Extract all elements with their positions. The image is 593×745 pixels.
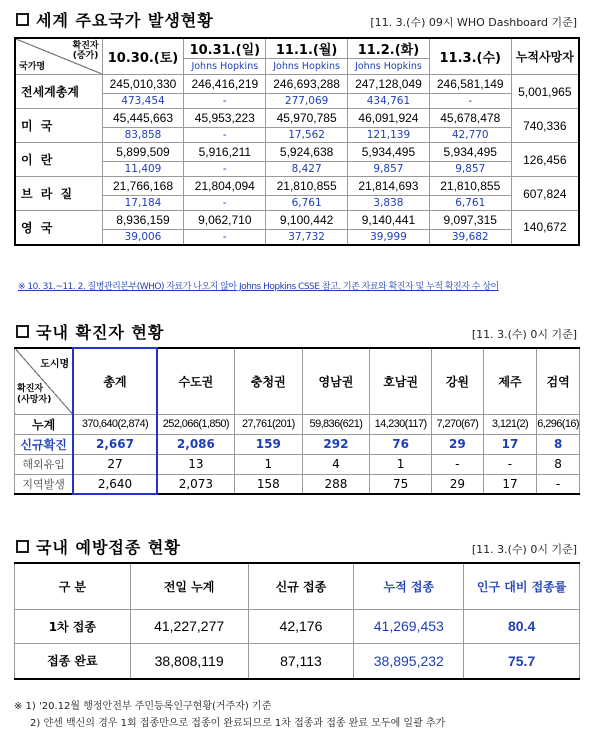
case-count: 9,140,441 — [348, 211, 430, 230]
column-header: 호남권 — [370, 348, 432, 414]
increase-count: - — [184, 230, 266, 245]
increase-count: 39,006 — [102, 230, 184, 245]
case-count: 21,810,855 — [429, 177, 511, 196]
table-cell: 42,176 — [248, 609, 354, 643]
case-count: 5,934,495 — [348, 143, 430, 162]
table-cell: 13 — [157, 454, 235, 474]
increase-count: 37,732 — [266, 230, 348, 245]
table-cell: 159 — [235, 434, 303, 454]
table-row — [15, 434, 580, 454]
date-header: 10.31.(일) — [184, 38, 266, 59]
corner-top-sub-label: (증가) — [72, 51, 99, 61]
table-cell: 59,836(621) — [302, 414, 370, 434]
row-label: 1차 접종 — [15, 609, 131, 643]
row-label: 해외유입 — [15, 454, 74, 474]
country-name: 미 국 — [15, 109, 102, 143]
increase-count: 3,838 — [348, 196, 430, 211]
row-label: 누계 — [15, 414, 74, 434]
domestic-section-header — [16, 320, 164, 343]
corner-top-label: 확진자 — [72, 41, 99, 51]
global-section-header — [16, 8, 214, 31]
global-cases-table — [14, 37, 580, 246]
increase-count: 11,409 — [102, 162, 184, 177]
global-footnote: ※ 10. 31.~11. 2. 질병관리본부(WHO) 자료가 나오지 않아 Johns Hopkins CSSE 참고. 기존 자료와 확진자 및 누적 확진자 수 상이 — [18, 282, 499, 292]
corner-top-label: 도시명 — [40, 359, 70, 370]
increase-count: 17,562 — [266, 128, 348, 143]
increase-count: 473,454 — [102, 94, 184, 109]
source-label: Johns Hopkins — [266, 59, 348, 75]
date-header: 11.1.(월) — [266, 38, 348, 59]
table-cell: 2,073 — [157, 474, 235, 494]
column-header: 충청권 — [235, 348, 303, 414]
column-header: 전일 누계 — [130, 563, 248, 609]
country-name: 전세계총계 — [15, 75, 102, 109]
table-row — [15, 75, 579, 94]
table-cell: 75.7 — [464, 643, 580, 679]
death-count: 126,456 — [511, 143, 579, 177]
table-cell: 1 — [235, 454, 303, 474]
table-cell: 6,296(16) — [537, 414, 580, 434]
case-count: 21,804,094 — [184, 177, 266, 196]
vaccination-reference: [11. 3.(수) 0시 기준] — [471, 543, 577, 556]
table-cell: 41,227,277 — [130, 609, 248, 643]
column-header: 신규 접종 — [248, 563, 354, 609]
checkbox-square-icon — [16, 540, 29, 553]
table-cell: - — [483, 454, 537, 474]
table-cell: 2,667 — [73, 434, 157, 454]
table-cell: 8 — [537, 434, 580, 454]
checkbox-square-icon — [16, 13, 29, 26]
case-count: 46,091,924 — [348, 109, 430, 128]
case-count: 45,970,785 — [266, 109, 348, 128]
table-cell: 4 — [302, 454, 370, 474]
column-header: 인구 대비 접종률 — [464, 563, 580, 609]
table-row — [15, 414, 580, 434]
increase-count: 83,858 — [102, 128, 184, 143]
table-cell: 87,113 — [248, 643, 354, 679]
increase-count: - — [429, 94, 511, 109]
source-label: Johns Hopkins — [348, 59, 430, 75]
table-row — [15, 211, 579, 230]
table-row — [15, 109, 579, 128]
case-count: 9,100,442 — [266, 211, 348, 230]
vaccination-note-2: 2) 얀센 백신의 경우 1회 접종만으로 접종이 완료되므로 1차 접종과 접종 완료 모두에 일괄 추가 — [30, 718, 446, 729]
table-cell: 14,230(117) — [370, 414, 432, 434]
increase-count: 9,857 — [348, 162, 430, 177]
row-label: 신규확진 — [15, 434, 74, 454]
vaccination-section-header — [16, 535, 181, 558]
case-count: 8,936,159 — [102, 211, 184, 230]
global-reference: [11. 3.(수) 09시 WHO Dashboard 기준] — [370, 16, 577, 29]
table-cell: 27,761(201) — [235, 414, 303, 434]
case-count: 246,693,288 — [266, 75, 348, 94]
table-corner-cell — [15, 38, 102, 75]
deaths-header: 누적사망자 — [511, 38, 579, 75]
death-count: 5,001,965 — [511, 75, 579, 109]
case-count: 45,678,478 — [429, 109, 511, 128]
table-corner-cell — [15, 348, 74, 414]
increase-count: 121,139 — [348, 128, 430, 143]
case-count: 45,953,223 — [184, 109, 266, 128]
domestic-cases-table — [14, 347, 580, 495]
column-header: 누적 접종 — [354, 563, 464, 609]
table-cell: 7,270(67) — [431, 414, 483, 434]
increase-count: 42,770 — [429, 128, 511, 143]
increase-count: 9,857 — [429, 162, 511, 177]
case-count: 21,810,855 — [266, 177, 348, 196]
table-cell: 41,269,453 — [354, 609, 464, 643]
domestic-title: 국내 확진자 현황 — [36, 323, 165, 342]
global-title: 세계 주요국가 발생현황 — [36, 11, 214, 30]
row-label: 지역발생 — [15, 474, 74, 494]
table-cell: 17 — [483, 474, 537, 494]
table-cell: - — [431, 454, 483, 474]
table-row — [15, 454, 580, 474]
table-row — [15, 474, 580, 494]
table-cell: - — [537, 474, 580, 494]
increase-count: 39,682 — [429, 230, 511, 245]
increase-count: 8,427 — [266, 162, 348, 177]
column-header: 영남권 — [302, 348, 370, 414]
increase-count: 434,761 — [348, 94, 430, 109]
table-cell: 75 — [370, 474, 432, 494]
table-cell: 38,808,119 — [130, 643, 248, 679]
case-count: 45,445,663 — [102, 109, 184, 128]
table-cell: 288 — [302, 474, 370, 494]
increase-count: 17,184 — [102, 196, 184, 211]
table-cell: 252,066(1,850) — [157, 414, 235, 434]
checkbox-square-icon — [16, 325, 29, 338]
increase-count: 39,999 — [348, 230, 430, 245]
increase-count: - — [184, 196, 266, 211]
case-count: 247,128,049 — [348, 75, 430, 94]
table-cell: 27 — [73, 454, 157, 474]
increase-count: - — [184, 162, 266, 177]
table-cell: 292 — [302, 434, 370, 454]
table-cell: 1 — [370, 454, 432, 474]
case-count: 246,416,219 — [184, 75, 266, 94]
case-count: 21,766,168 — [102, 177, 184, 196]
case-count: 9,062,710 — [184, 211, 266, 230]
death-count: 140,672 — [511, 211, 579, 245]
table-row — [15, 609, 580, 643]
vaccination-table — [14, 562, 580, 680]
column-header: 수도권 — [157, 348, 235, 414]
column-header: 제주 — [483, 348, 537, 414]
table-cell: 8 — [537, 454, 580, 474]
death-count: 607,824 — [511, 177, 579, 211]
table-cell: 2,086 — [157, 434, 235, 454]
country-name: 영 국 — [15, 211, 102, 245]
table-cell: 29 — [431, 434, 483, 454]
column-header: 구 분 — [15, 563, 131, 609]
country-name: 브 라 질 — [15, 177, 102, 211]
table-cell: 2,640 — [73, 474, 157, 494]
vaccination-note-1: ※ 1) '20.12월 행정안전부 주민등록인구현황(거주자) 기준 — [14, 701, 272, 712]
table-cell: 17 — [483, 434, 537, 454]
date-header: 11.3.(수) — [429, 38, 511, 75]
table-cell: 80.4 — [464, 609, 580, 643]
corner-bottom-label: 국가명 — [19, 62, 46, 72]
table-row — [15, 143, 579, 162]
increase-count: 6,761 — [429, 196, 511, 211]
table-row — [15, 643, 580, 679]
country-name: 이 란 — [15, 143, 102, 177]
column-header: 강원 — [431, 348, 483, 414]
vaccination-title: 국내 예방접종 현황 — [36, 538, 181, 557]
case-count: 246,581,149 — [429, 75, 511, 94]
case-count: 5,899,509 — [102, 143, 184, 162]
case-count: 5,924,638 — [266, 143, 348, 162]
table-cell: 76 — [370, 434, 432, 454]
domestic-reference: [11. 3.(수) 0시 기준] — [471, 328, 577, 341]
row-label: 접종 완료 — [15, 643, 131, 679]
corner-bottom-label: 확진자 (사망자) — [17, 383, 52, 405]
table-cell: 38,895,232 — [354, 643, 464, 679]
column-header: 검역 — [537, 348, 580, 414]
date-header: 11.2.(화) — [348, 38, 430, 59]
table-cell: 29 — [431, 474, 483, 494]
increase-count: 6,761 — [266, 196, 348, 211]
death-count: 740,336 — [511, 109, 579, 143]
case-count: 5,934,495 — [429, 143, 511, 162]
increase-count: - — [184, 94, 266, 109]
case-count: 21,814,693 — [348, 177, 430, 196]
case-count: 5,916,211 — [184, 143, 266, 162]
table-row — [15, 177, 579, 196]
increase-count: 277,069 — [266, 94, 348, 109]
case-count: 9,097,315 — [429, 211, 511, 230]
table-cell: 370,640(2,874) — [73, 414, 157, 434]
case-count: 245,010,330 — [102, 75, 184, 94]
source-label: Johns Hopkins — [184, 59, 266, 75]
date-header: 10.30.(토) — [102, 38, 184, 75]
table-cell: 3,121(2) — [483, 414, 537, 434]
column-header: 총계 — [73, 348, 157, 414]
increase-count: - — [184, 128, 266, 143]
table-cell: 158 — [235, 474, 303, 494]
